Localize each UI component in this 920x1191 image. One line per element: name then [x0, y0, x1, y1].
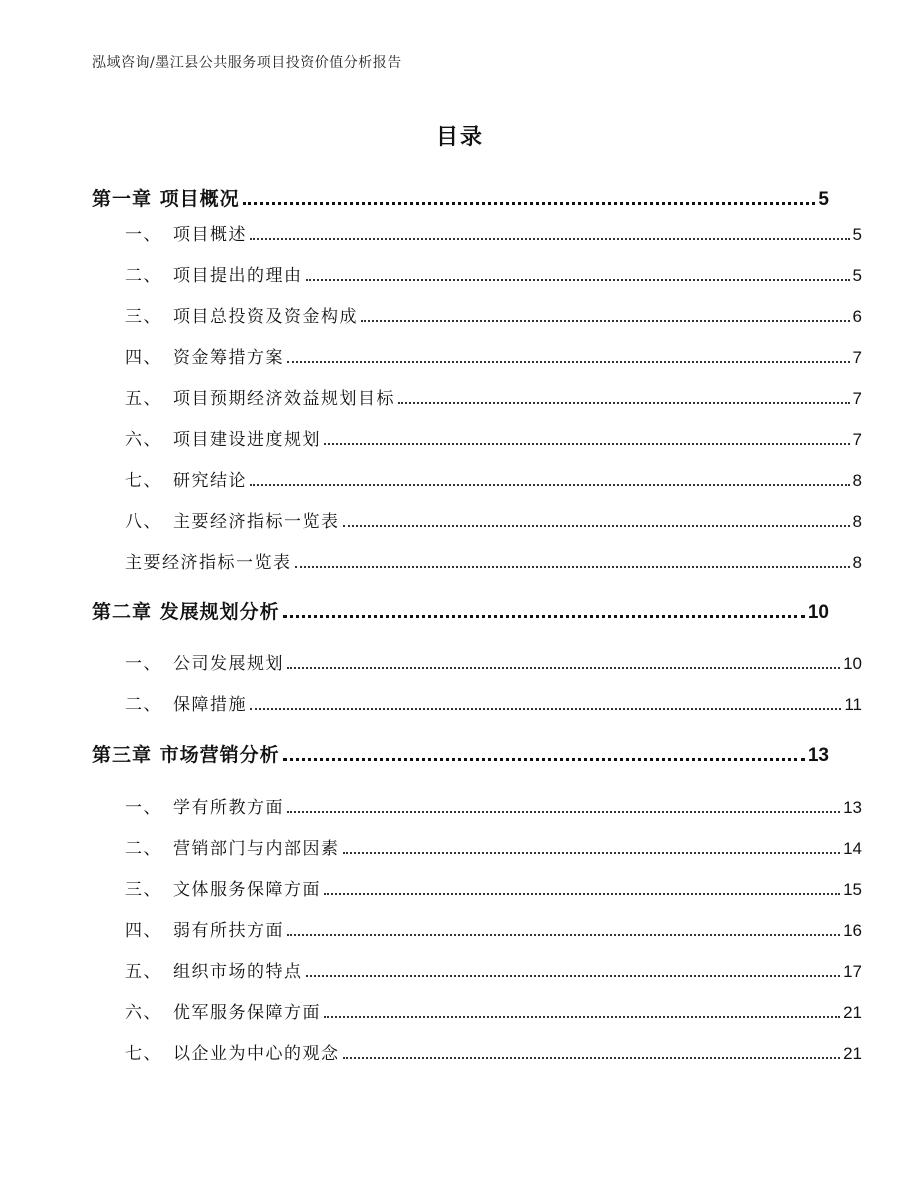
toc-section-entry[interactable] [92, 548, 862, 573]
toc-page-number: 8 [852, 553, 862, 572]
toc-entry-text: 保障措施 [173, 695, 247, 715]
toc-section-entry[interactable] [92, 507, 862, 532]
toc-leader-dots [306, 975, 841, 977]
toc-page-number: 10 [843, 654, 862, 673]
toc-entry-text: 弱有所扶方面 [173, 921, 284, 941]
toc-page-number: 13 [843, 798, 862, 817]
toc-entry-text: 第三章 市场营销分析 [92, 744, 280, 766]
toc-entry-text: 主要经济指标一览表 [173, 512, 340, 532]
toc-entry-number: 一、 [125, 798, 162, 818]
toc-page-number: 11 [844, 695, 862, 714]
toc-chapter-entry[interactable] [92, 597, 829, 624]
toc-page-number: 21 [843, 1003, 862, 1022]
toc-entry-label [125, 302, 358, 327]
toc-entry-label [92, 184, 240, 211]
toc-entry-number: 六、 [125, 1003, 162, 1023]
toc-entry-label [125, 507, 340, 532]
toc-entry-text: 研究结论 [173, 471, 247, 491]
toc-section-entry[interactable] [92, 384, 862, 409]
toc-section-entry[interactable] [92, 649, 862, 674]
toc-entry-label [125, 834, 340, 859]
toc-section-entry[interactable] [92, 261, 862, 286]
toc-leader-dots [243, 202, 816, 205]
toc-section-entry[interactable] [92, 466, 862, 491]
toc-entry-number: 八、 [125, 512, 162, 532]
toc-entry-number: 三、 [125, 307, 162, 327]
toc-leader-dots [287, 361, 850, 363]
toc-entry-text: 资金筹措方案 [173, 348, 284, 368]
toc-chapter-entry[interactable] [92, 184, 829, 211]
toc-section-entry[interactable] [92, 875, 862, 900]
toc-leader-dots [343, 1057, 841, 1059]
toc-entry-label [125, 875, 321, 900]
toc-page-number: 5 [852, 225, 862, 244]
toc-entry-number: 四、 [125, 348, 162, 368]
toc-leader-dots [343, 525, 850, 527]
toc-leader-dots [295, 566, 850, 568]
toc-entry-number: 二、 [125, 266, 162, 286]
toc-page-number: 5 [818, 189, 829, 210]
toc-entry-number: 三、 [125, 880, 162, 900]
toc-chapter-entry[interactable] [92, 740, 829, 767]
toc-leader-dots [324, 1016, 840, 1018]
toc-entry-number: 二、 [125, 695, 162, 715]
toc-page-number: 16 [843, 921, 862, 940]
toc-leader-dots [324, 443, 850, 445]
toc-leader-dots [287, 934, 840, 936]
toc-entry-text: 项目提出的理由 [173, 266, 303, 286]
toc-leader-dots [250, 708, 841, 710]
toc-leader-dots [283, 615, 805, 618]
toc-entry-text: 营销部门与内部因素 [173, 839, 340, 859]
toc-entry-text: 第一章 项目概况 [92, 188, 240, 210]
toc-leader-dots [361, 320, 850, 322]
toc-entry-number: 一、 [125, 654, 162, 674]
toc-entry-text: 优军服务保障方面 [173, 1003, 321, 1023]
toc-title: 目录 [435, 125, 484, 150]
toc-page-number: 17 [843, 962, 862, 981]
toc-entry-label [125, 384, 395, 409]
toc-section-entry[interactable] [92, 834, 862, 859]
toc-page-number: 7 [852, 348, 862, 367]
toc-entry-number: 六、 [125, 430, 162, 450]
toc-section-entry[interactable] [92, 998, 862, 1023]
toc-leader-dots [343, 852, 841, 854]
toc-entry-label [125, 916, 284, 941]
toc-leader-dots [306, 279, 850, 281]
toc-entry-label [125, 220, 247, 245]
toc-page-number: 10 [807, 602, 829, 623]
toc-entry-label [92, 740, 280, 767]
toc-entry-text: 以企业为中心的观念 [173, 1044, 340, 1064]
toc-leader-dots [287, 667, 840, 669]
toc-entry-label [125, 1039, 340, 1064]
toc-section-entry[interactable] [92, 343, 862, 368]
toc-page-number: 14 [843, 839, 862, 858]
toc-leader-dots [287, 811, 840, 813]
toc-entry-label [92, 597, 280, 624]
toc-section-entry[interactable] [92, 690, 862, 715]
toc-entry-text: 组织市场的特点 [173, 962, 303, 982]
toc-entry-label [125, 690, 247, 715]
toc-entry-label [125, 343, 284, 368]
toc-entry-label [125, 425, 321, 450]
toc-entry-number: 四、 [125, 921, 162, 941]
toc-page-number: 7 [852, 389, 862, 408]
toc-leader-dots [283, 758, 805, 761]
toc-page-number: 6 [852, 307, 862, 326]
toc-page-number: 5 [852, 266, 862, 285]
toc-section-entry[interactable] [92, 793, 862, 818]
toc-section-entry[interactable] [92, 1039, 862, 1064]
toc-leader-dots [398, 402, 850, 404]
toc-entry-label [125, 548, 292, 573]
toc-section-entry[interactable] [92, 957, 862, 982]
toc-entry-text: 公司发展规划 [173, 654, 284, 674]
toc-entry-text: 学有所教方面 [173, 798, 284, 818]
toc-section-entry[interactable] [92, 425, 862, 450]
toc-entry-label [125, 261, 303, 286]
toc-entry-number: 一、 [125, 225, 162, 245]
toc-leader-dots [324, 893, 840, 895]
toc-entry-number: 五、 [125, 389, 162, 409]
toc-section-entry[interactable] [92, 302, 862, 327]
toc-entry-text: 项目总投资及资金构成 [173, 307, 358, 327]
toc-entry-text: 项目预期经济效益规划目标 [173, 389, 395, 409]
toc-entry-label [125, 998, 321, 1023]
toc-section-entry[interactable] [92, 220, 862, 245]
toc-entry-number: 二、 [125, 839, 162, 859]
toc-entry-text: 项目概述 [173, 225, 247, 245]
toc-entry-label [125, 466, 247, 491]
running-header: 泓域咨询/墨江县公共服务项目投资价值分析报告 [92, 55, 402, 71]
toc-entry-text: 主要经济指标一览表 [125, 553, 292, 573]
toc-page-number: 21 [843, 1044, 862, 1063]
toc-page-number: 8 [852, 471, 862, 490]
toc-entry-number: 七、 [125, 471, 162, 491]
toc-entry-label [125, 793, 284, 818]
toc-section-entry[interactable] [92, 916, 862, 941]
toc-entry-text: 项目建设进度规划 [173, 430, 321, 450]
toc-leader-dots [250, 484, 850, 486]
toc-leader-dots [250, 238, 850, 240]
toc-entry-number: 七、 [125, 1044, 162, 1064]
toc-entry-text: 第二章 发展规划分析 [92, 601, 280, 623]
toc-entry-text: 文体服务保障方面 [173, 880, 321, 900]
toc-page-number: 13 [807, 745, 829, 766]
toc-entry-label [125, 957, 303, 982]
toc-entry-label [125, 649, 284, 674]
toc-page-number: 7 [852, 430, 862, 449]
toc-entry-number: 五、 [125, 962, 162, 982]
toc-page-number: 8 [852, 512, 862, 531]
toc-page-number: 15 [843, 880, 862, 899]
